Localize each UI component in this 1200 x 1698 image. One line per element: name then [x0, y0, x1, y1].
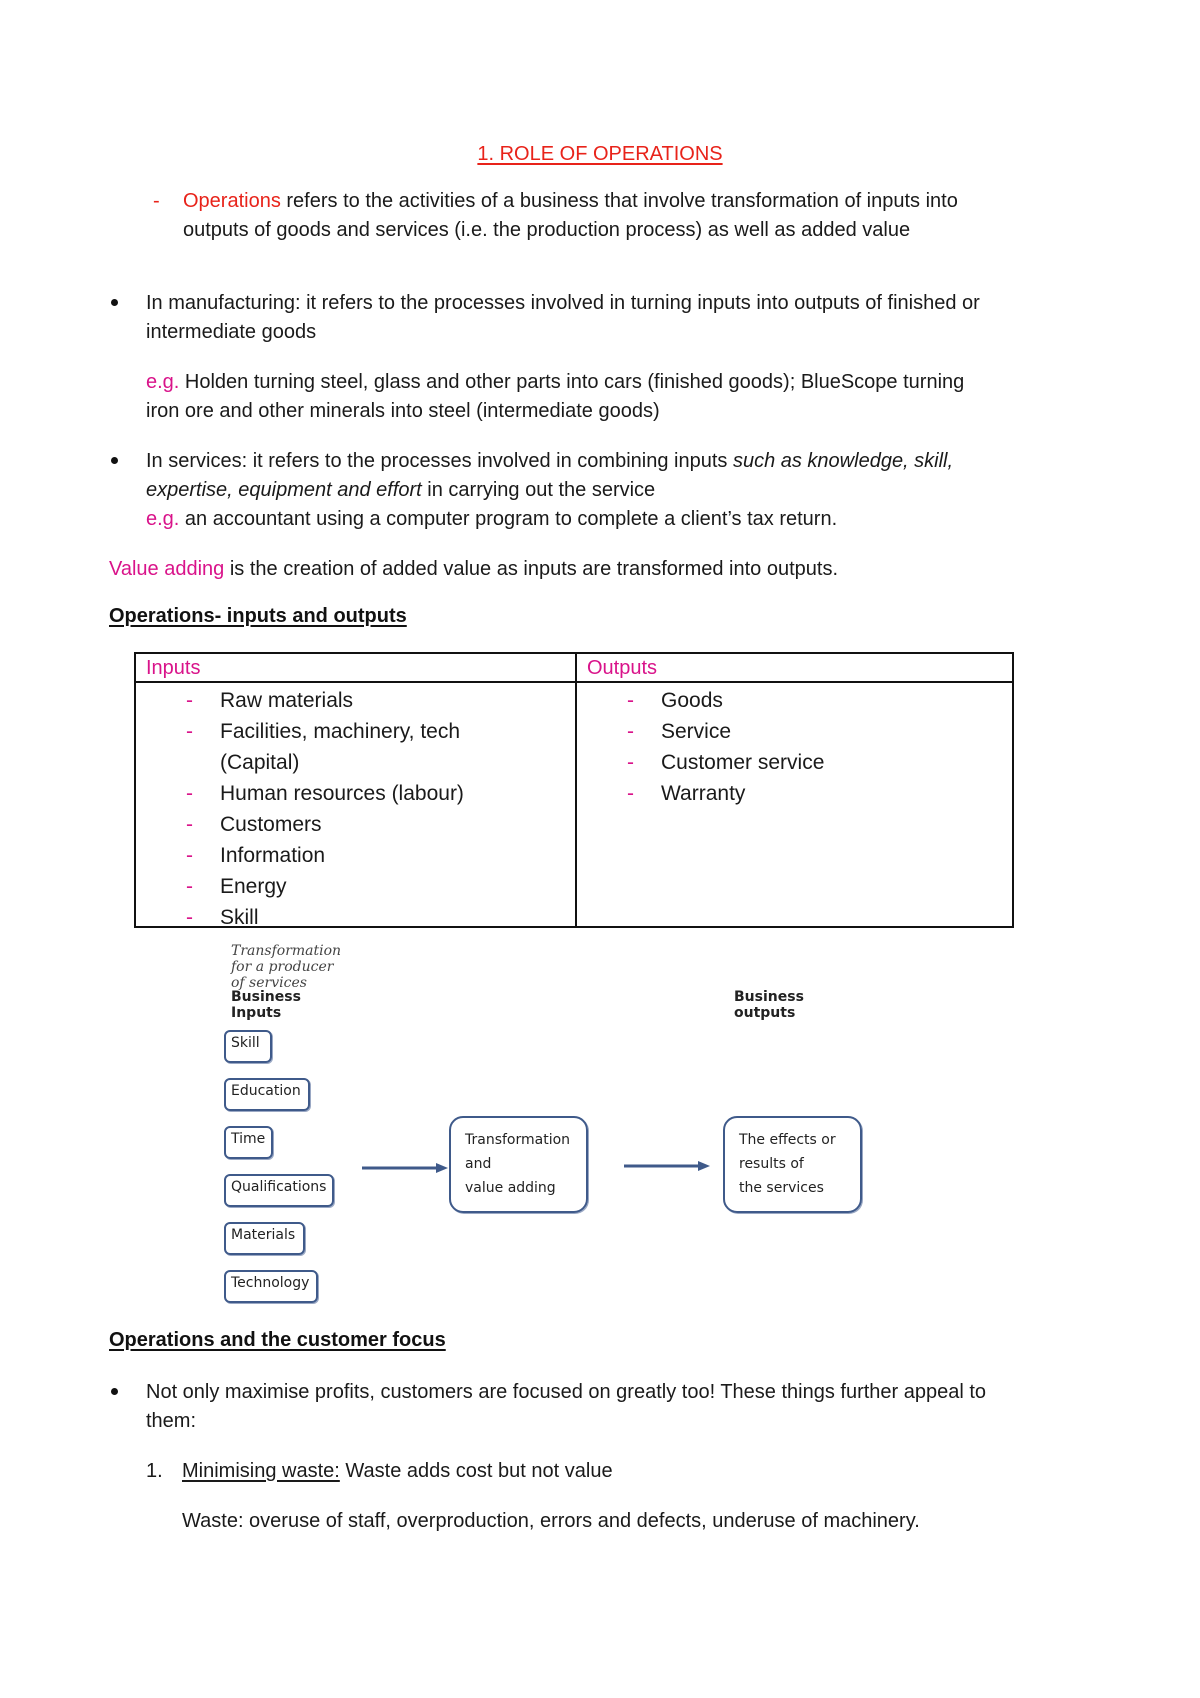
numbered-item-waste [182, 1457, 613, 1486]
result-line: the services [739, 1180, 824, 1196]
list-dash: - [186, 906, 193, 929]
customer-line1: Not only maximise profits, customers are focused on greatly too! These things further appeal to [146, 1381, 987, 1403]
input-box-time: Time [224, 1126, 273, 1159]
output-list-item [577, 716, 1012, 747]
list-item-text: Information [220, 844, 326, 867]
list-dash: - [627, 782, 634, 805]
arrow-icon [360, 1158, 450, 1178]
transformation-line: value adding [465, 1180, 556, 1196]
list-dash: - [186, 875, 193, 898]
list-dash: - [627, 689, 634, 712]
list-item-text: Warranty [661, 782, 746, 805]
list-item-text: Customers [220, 813, 322, 836]
input-list-item [136, 809, 575, 840]
list-dash: - [627, 751, 634, 774]
result-line: results of [739, 1156, 804, 1172]
waste-examples: Waste: overuse of staff, overproduction, errors and defects, underuse of machinery. [182, 1510, 920, 1532]
list-item-text: Facilities, machinery, tech [220, 720, 461, 743]
input-box-skill: Skill [224, 1030, 272, 1063]
bullet-dot [111, 1388, 118, 1395]
page-title: 1. ROLE OF OPERATIONS [477, 143, 723, 165]
input-box-education: Education [224, 1078, 310, 1111]
business-outputs-label: Business outputs [734, 989, 804, 1021]
input-list-item [136, 747, 575, 778]
inputs-outputs-table [134, 652, 1014, 928]
io-heading: Operations- inputs and outputs [109, 605, 407, 627]
arrow-icon [622, 1156, 712, 1176]
input-box-technology: Technology [224, 1270, 318, 1303]
definition-line1 [183, 187, 958, 216]
customer-focus-heading: Operations and the customer focus [109, 1329, 446, 1351]
minimising-waste-text: Waste adds cost but not value [339, 1460, 613, 1482]
inputs-header: Inputs [136, 654, 575, 683]
list-dash: - [186, 720, 193, 743]
manufacturing-line1: In manufacturing: it refers to the processes involved in turning inputs into outputs of finished or [146, 292, 980, 314]
minimising-waste-term: Minimising waste: [182, 1460, 340, 1482]
definition-line2: outputs of goods and services (i.e. the production process) as well as added value [183, 219, 911, 241]
list-item-text: Human resources (labour) [220, 782, 464, 805]
services-example-text: an accountant using a computer program to complete a client’s tax return. [179, 508, 838, 530]
services-line1-text: In services: it refers to the processes involved in combining inputs [146, 450, 733, 472]
manufacturing-example-line1 [146, 368, 964, 397]
list-dash: - [627, 720, 634, 743]
input-list-item [136, 871, 575, 902]
bullet-dot [111, 299, 118, 306]
result-line: The effects or [739, 1132, 836, 1148]
definition-term: Operations [183, 190, 281, 212]
value-adding-text: is the creation of added value as inputs are transformed into outputs. [224, 558, 838, 580]
transformation-box [449, 1116, 588, 1213]
transformation-line: and [465, 1156, 492, 1172]
outputs-list [577, 683, 1012, 809]
services-line2-italic: expertise, equipment and effort [146, 479, 422, 501]
list-item-text: Goods [661, 689, 723, 712]
value-adding-term: Value adding [109, 558, 225, 580]
definition-rest: refers to the activities of a business that involve transformation of inputs into [280, 190, 958, 212]
services-line2-text: in carrying out the service [421, 479, 656, 501]
list-item-text: Raw materials [220, 689, 354, 712]
services-example [146, 505, 837, 534]
outputs-column [577, 654, 1012, 926]
input-list-item [136, 716, 575, 747]
transformation-line: Transformation [465, 1132, 571, 1148]
output-list-item [577, 778, 1012, 809]
diagram-caption: Transformation for a producer of services [231, 943, 342, 991]
list-dash: - [186, 813, 193, 836]
value-adding-definition [109, 555, 838, 584]
list-dash: - [186, 844, 193, 867]
list-dash: - [186, 689, 193, 712]
services-line1 [146, 447, 953, 476]
eg-label: e.g. [146, 371, 180, 393]
list-item-text: Skill [220, 906, 259, 929]
definition-dash: - [153, 190, 160, 212]
list-item-text: Energy [220, 875, 287, 898]
output-list-item [577, 747, 1012, 778]
list-dash: - [186, 782, 193, 805]
services-line1-italic: such as knowledge, skill, [732, 450, 954, 472]
list-item-text: (Capital) [220, 751, 300, 774]
eg-label: e.g. [146, 508, 180, 530]
numbered-item-number: 1. [146, 1460, 163, 1482]
services-line2 [146, 476, 655, 505]
output-list-item [577, 685, 1012, 716]
input-list-item [136, 902, 575, 933]
inputs-column [136, 654, 577, 929]
manufacturing-example-line2: iron ore and other minerals into steel (intermediate goods) [146, 400, 660, 422]
list-item-text: Service [661, 720, 732, 743]
inputs-list [136, 683, 575, 933]
manufacturing-example-text: Holden turning steel, glass and other parts into cars (finished goods); BlueScope turning [179, 371, 965, 393]
input-box-materials: Materials [224, 1222, 305, 1255]
manufacturing-line2: intermediate goods [146, 321, 317, 343]
customer-line2: them: [146, 1410, 197, 1432]
outputs-header: Outputs [577, 654, 1012, 683]
business-inputs-label: Business Inputs [231, 989, 301, 1021]
input-list-item [136, 840, 575, 871]
input-list-item [136, 778, 575, 809]
input-list-item [136, 685, 575, 716]
result-box [723, 1116, 862, 1213]
input-box-qualifications: Qualifications [224, 1174, 334, 1207]
bullet-dot [111, 457, 118, 464]
list-item-text: Customer service [661, 751, 825, 774]
